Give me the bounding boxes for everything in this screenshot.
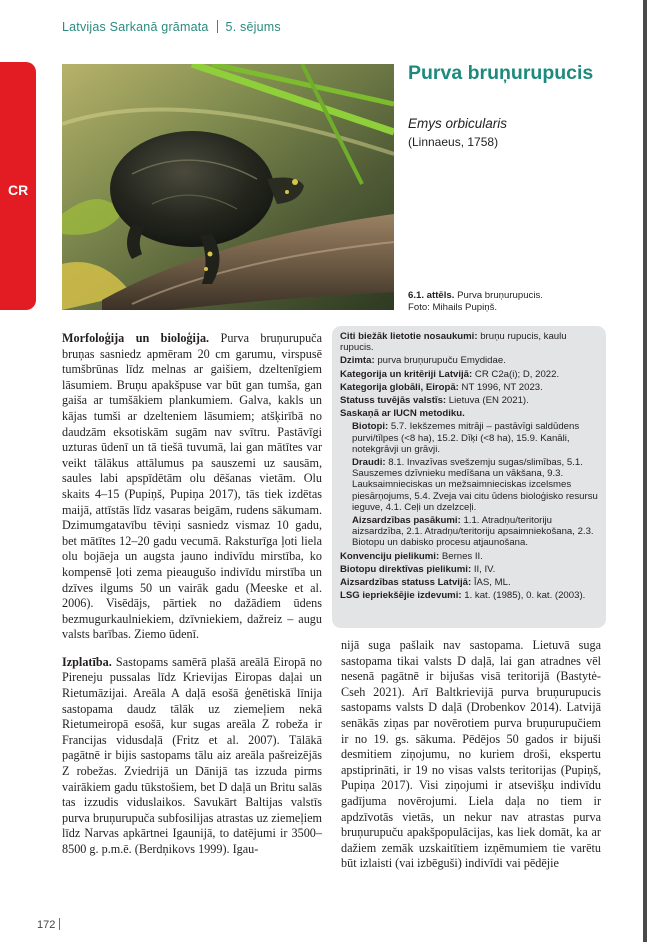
distribution-continuation: nijā suga pašlaik nav sastopama. Lietuvā suga sastopama tikai valsts D daļā, lai gan atradnes vēl nesenā pagātnē ir bijušas visā teritorijā (Bastytė-Cseh 2021). Arī Baltkrievijā purva bruņurupucis sastopams valsts D daļā (Drobenkov 2014). Latvijā senākās ziņas par novērotiem purva bruņurupučiem ir no 19. gs. sākuma. Pēdējos 50 gados ir bijuši desmitiem ziņojumu, no kuriem droši, ekspertu apstiprināti, ir 19 no visas valsts teritorijas (Pupiņš, Pupiņa 2017). Visi ziņojumi ir atsevišķu indivīdu gadījuma novērojumi. Liela daļa no tiem ir apdzīvotās vietās, un nekur nav atrastas purva bruņurupuču apakšpopulācijas, kas liek domāt, ka ar dažiem zemāk uzskaitītiem izņēmumiem tie varētu būt izlaisti (vai izbēguši) indivīdi vai pēdējie — [341, 638, 601, 871]
figure-text: Purva bruņurupucis. — [457, 290, 543, 301]
infobox-label: Aizsardzības statuss Latvijā: — [340, 577, 472, 589]
infobox-label: Saskaņā ar IUCN metodiku. — [340, 408, 465, 420]
infobox-label: Konvenciju pielikumi: — [340, 550, 440, 562]
infobox-conventions — [340, 551, 598, 562]
infobox-label: Biotopu direktīvas pielikumi: — [340, 563, 472, 575]
right-column — [341, 638, 601, 872]
infobox-label: Biotopi: — [352, 421, 389, 433]
infobox-lsg-editions — [340, 590, 598, 601]
infobox-label: Draudi: — [352, 457, 386, 469]
infobox-neighbor-status — [340, 395, 598, 406]
page-number-text: 172 — [37, 919, 56, 931]
infobox-value: Lietuva (EN 2021). — [448, 395, 529, 407]
book-title: Latvijas Sarkanā grāmata — [62, 20, 209, 34]
turtle-illustration — [62, 64, 394, 310]
left-column — [62, 331, 322, 858]
infobox-common-names — [340, 331, 598, 353]
infobox-value: CR C2a(i); D, 2022. — [474, 368, 560, 380]
infobox-protection-latvia — [340, 577, 598, 588]
infobox-value: 8.1. Invazīvas svešzemju sugas/slimības, 5.1. Sauszemes dzīvnieku medīšana un vākšana, 9.3. Lauksaimnieciskas un mežsaimnieciskas izcelsmes piesārņojums, 5.4. Zveja vai citu ūdens bioloģisko resursu ieguve, 4.1. Ceļi un dzelzceļi. — [352, 457, 598, 513]
page-edge — [643, 0, 647, 942]
distribution-paragraph — [62, 655, 322, 858]
morphology-paragraph — [62, 331, 322, 643]
infobox-label: Statuss tuvējās valstīs: — [340, 395, 447, 407]
infobox-category-latvia — [340, 369, 598, 380]
morphology-text: Purva bruņurupuča bruņas sasniedz apmēram 20 cm garumu, virspusē tumšbrūnas līdz melnas ar gaišiem, dzeltenīgiem lāsumiem. Bruņu apakšpuse var būt gan tumša, gan gaiša ar tumšākiem plankumiem. Galva, kakls un kājas tumši ar dzelteniem lāsumiem; atšķirībā no daudzām eksotiskām sugām nav svītru. Pastāvīgi uzturas ūdenī un tā tiešā tuvumā, lai gan mātītes var veikt tālākus attālumus pa sauszemi uz sausām, saules labi apspīdētām olu dēšanas vietām. Olu skaits 4–15 (Pupiņš, Pupiņa 2017), tās tiek izdētas maijā, attīstās līdz vasaras beigām, rudens sākumam. Dzimumgatavību tēviņi sasniedz vismaz 10 gadu, bet mātītes 12–20 gadu vecumā. Raksturīga ļoti liela olu bojāeja un augsta jauno indivīdu mirstība, ko kompensē ļoti zema pieaugušo indivīdu mirstība un dzīves ilgums 50 un vairāk gadu (Meeske et al. 2006). Visēdājs, pārtiek no dažādiem ūdens bezmugurkaulniekiem, dzīvniekiem, dažreiz – augu valsts barības. Ziemo ūdenī. — [62, 331, 323, 642]
infobox-value: 5.7. Iekšzemes mitrāji – pastāvīgi saldūdens purvi/tīlpes (<8 ha), 15.2. Dīķi (<8 ha), 15.9. Kanāli, notekgrāvji un grāvji. — [352, 421, 580, 455]
figure-caption — [408, 290, 628, 313]
infobox-label: Kategorija globāli, Eiropā: — [340, 381, 459, 393]
infobox-value: ĪAS, ML. — [473, 577, 511, 589]
volume-label: 5. sējums — [225, 20, 281, 34]
infobox-value: purva bruņurupuču Emydidae. — [377, 355, 506, 367]
infobox-value: 1.1. Atradņu/teritoriju aizsardzība, 2.1. Atradņu/teritoriju apsaimniekošana, 2.3. Biotopu un dabisko procesu atjaunošana. — [352, 515, 594, 549]
page-number — [37, 918, 60, 931]
infobox-habitats-directive — [340, 564, 598, 575]
infobox-value: Bernes II. — [441, 550, 483, 562]
infobox-iucn-heading — [340, 408, 598, 419]
infobox-label: Aizsardzības pasākumi: — [352, 515, 461, 527]
infobox-label: LSG iepriekšējie izdevumi: — [340, 590, 462, 602]
infobox-family — [340, 355, 598, 366]
morphology-heading: Morfoloģija un bioloģija. — [62, 331, 210, 345]
turtle-photo — [62, 64, 394, 310]
distribution-text-left: Sastopams samērā plašā areālā Eiropā no Pireneju pussalas līdz Krievijas Eiropas daļai un Rietumāzijai. Areāla A daļā esošā ģenētiskā līnija sastopama daudz tālāk uz ziemeļiem nekā Rietumeiropā esošā, kur sugas areāla Z robeža ir Francijas vidusdaļā (Fritz et al. 2007). Tālākā pagātnē ir bijis sastopams tālu aiz areāla pašreizējās Z robežas. Zviedrijā un Dānijā tas izzuda pirms vairākiem gadu tūkstošiem, bet D daļā un Britu salās tas izzudis viduslaikos. Savukārt Baltijas valstīs purva bruņurupuča subfosilijas atrastas uz ziemeļiem līdz Narvas apkārtnei Igaunijā, to datējumi ir 3500–8500 g. p.m.ē. (Berdņikovs 1999). Igau- — [62, 654, 323, 856]
infobox-label: Citi biežāk lietotie nosaukumi: — [340, 331, 478, 342]
distribution-heading: Izplatība. — [62, 654, 112, 669]
infobox-category-global — [340, 382, 598, 393]
infobox-value: 1. kat. (1985), 0. kat. (2003). — [464, 590, 586, 602]
page-number-bar — [59, 918, 60, 930]
infobox-label: Kategorija un kritēriji Latvijā: — [340, 368, 473, 380]
infobox-label: Dzimta: — [340, 355, 375, 367]
infobox-measures — [352, 515, 598, 549]
species-latin-name: Emys orbicularis — [408, 116, 508, 131]
infobox-value: II, IV. — [473, 563, 496, 575]
species-authority: (Linnaeus, 1758) — [408, 135, 499, 149]
category-label: CR — [8, 182, 29, 198]
running-header — [62, 20, 281, 34]
infobox-threats — [352, 457, 598, 513]
category-tab — [0, 62, 36, 310]
infobox-value: NT 1996, NT 2023. — [461, 381, 543, 393]
figure-number: 6.1. attēls. — [408, 290, 455, 301]
header-separator — [217, 20, 218, 33]
species-infobox — [332, 326, 606, 628]
photo-credit: Foto: Mihails Pupiņš. — [408, 301, 498, 313]
infobox-value: bruņu rupucis, kaulu rupucis. — [340, 331, 567, 354]
species-name: Purva bruņurupucis — [408, 62, 594, 84]
infobox-biotopes — [352, 421, 598, 455]
